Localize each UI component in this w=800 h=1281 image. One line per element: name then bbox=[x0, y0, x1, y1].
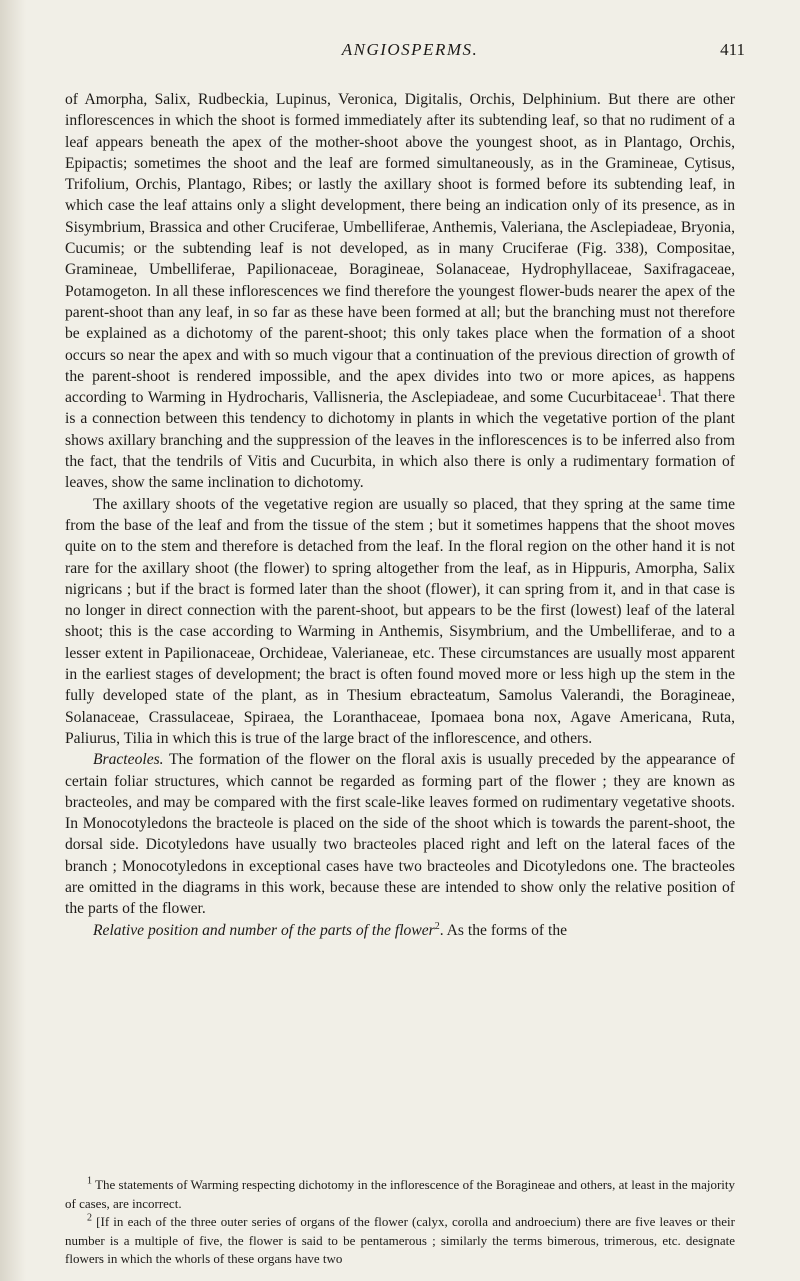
paragraph-inflorescence bbox=[65, 89, 735, 494]
footnotes bbox=[65, 1176, 735, 1269]
paragraph-axillary-shoots: The axillary shoots of the vegetative region are usually so placed, that they spring at the same time from the base of the leaf and from the tissue of the stem ; but it sometimes happens that the shoot moves quite on to the stem and therefore is detached from the leaf. In the floral region on the other hand it is not rare for the axillary shoot (the flower) to spring altogether from the leaf, as in Hippuris, Amorpha, Salix nigricans ; but if the bract is formed later than the shoot (flower), it can spring from it, and in that case is no longer in direct connection with the parent-shoot, but appears to be the first (lowest) leaf of the lateral shoot; this is the case according to Warming in Anthemis, Sisymbrium, and the Umbelliferae, and to a lesser extent in Papilionaceae, Orchideae, Valerianeae, etc. These circumstances are usually most apparent in the earliest stages of development; the bract is often found moved more or less high up the stem in the fully developed state of the plant, as in Thesium ebracteatum, Samolus Valerandi, the Boragineae, Solanaceae, Crassulaceae, Spiraea, the Loranthaceae, Ipomaea bona nox, Agave Americana, Ruta, Paliurus, Tilia in which this is true of the large bract of the inflorescence, and others. bbox=[65, 495, 735, 747]
footnote-2 bbox=[65, 1213, 735, 1269]
paragraph-bracteoles bbox=[65, 749, 735, 919]
section-lead: Relative position and number of the parts of the flower bbox=[93, 921, 435, 939]
footnote-number: 1 bbox=[87, 1175, 92, 1187]
paragraph-text: The formation of the flower on the floral axis is usually preceded by the appearance of certain foliar structures, which cannot be regarded as forming part of the flower ; they are known as bracteoles, and may be compared with the first scale-like leaves formed on rudimentary vegetative shoots. In Monocotyledons the bracteole is placed on the side of the shoot which is towards the parent-shoot, the dorsal side. Dicotyledons have usually two bracteoles placed right and left on the lateral faces of the branch ; Monocotyledons in exceptional cases have two bracteoles and Dicotyledons one. The bracteoles are omitted in the diagrams in this work, because these are intended to show only the relative position of the parts of the flower. bbox=[65, 751, 735, 918]
paragraph-relative-position bbox=[65, 920, 735, 941]
running-title: ANGIOSPERMS. bbox=[341, 40, 479, 59]
paragraph-text: of Amorpha, Salix, Rudbeckia, Lupinus, Veronica, Digitalis, Orchis, Delphinium. But there are other inflorescences in which the shoot is formed immediately after its subtending leaf, so that no rudiment of a leaf appears beneath the apex of the mother-shoot above the youngest shoot, as in Plantago, Orchis, Epipactis; sometimes the shoot and the leaf are formed simultaneously, as in the Gramineae, Cytisus, Trifolium, Orchis, Plantago, Ribes; or lastly the axillary shoot is formed before its subtending leaf, in which case the leaf attains only a slight development, there being an indication only of its presence, as in Sisymbrium, Brassica and other Cruciferae, Umbelliferae, Anthemis, Valeriana, the Asclepiadeae, Bryonia, Cucumis; or the subtending leaf is not developed, as in many Cruciferae (Fig. 338), Compositae, Gramineae, Umbelliferae, Papilionaceae, Boragineae, Solanaceae, Hydrophyllaceae, Saxifragaceae, Potamogeton. In all these inflorescences we find therefore the youngest flower-buds nearer the apex of the parent-shoot than any leaf, in so far as these have been formed at all; but the branching must not therefore be explained as a dichotomy of the parent-shoot; this only takes place when the formation of a shoot occurs so near the apex and with so much vigour that a continuation of the previous direction of growth of the parent-shoot is rendered impossible, and the apex divides into two or more apices, as happens according to Warming in Hydrocharis, Vallisneria, the Asclepiadeae, and some Cucurbitaceae bbox=[65, 91, 735, 407]
footnote-ref: 1 bbox=[657, 387, 663, 399]
paragraph-text: . As the forms of the bbox=[439, 921, 568, 939]
footnote-text: [If in each of the three outer series of organs of the flower (calyx, corolla and androecium) there are five leaves or their number is a multiple of five, the flower is said to be pentamerous ; similarly the terms bimerous, trimerous, etc. designate flowers in which the whorls of these organs have two bbox=[65, 1214, 735, 1266]
footnote-text: The statements of Warming respecting dichotomy in the inflorescence of the Boragineae and others, at least in the majority of cases, are incorrect. bbox=[65, 1177, 735, 1211]
footnote-ref: 2 bbox=[434, 920, 440, 932]
footnote-number: 2 bbox=[87, 1212, 92, 1224]
footnote-1 bbox=[65, 1176, 735, 1213]
page-header bbox=[0, 40, 800, 68]
paragraph-text: . That there is a connection between this tendency to dichotomy in plants in which the vegetative portion of the plant shows axillary branching and the suppression of the leaves in the inflorescences is to be inferred also from the fact, that the tendrils of Vitis and Cucurbita, in which also there is only a rudimentary formation of leaves, show the same inclination to dichotomy. bbox=[65, 389, 735, 492]
page-gutter-shadow bbox=[0, 0, 26, 1281]
page-number: 411 bbox=[720, 40, 745, 59]
section-lead: Bracteoles. bbox=[93, 751, 164, 769]
body-text bbox=[65, 89, 735, 941]
